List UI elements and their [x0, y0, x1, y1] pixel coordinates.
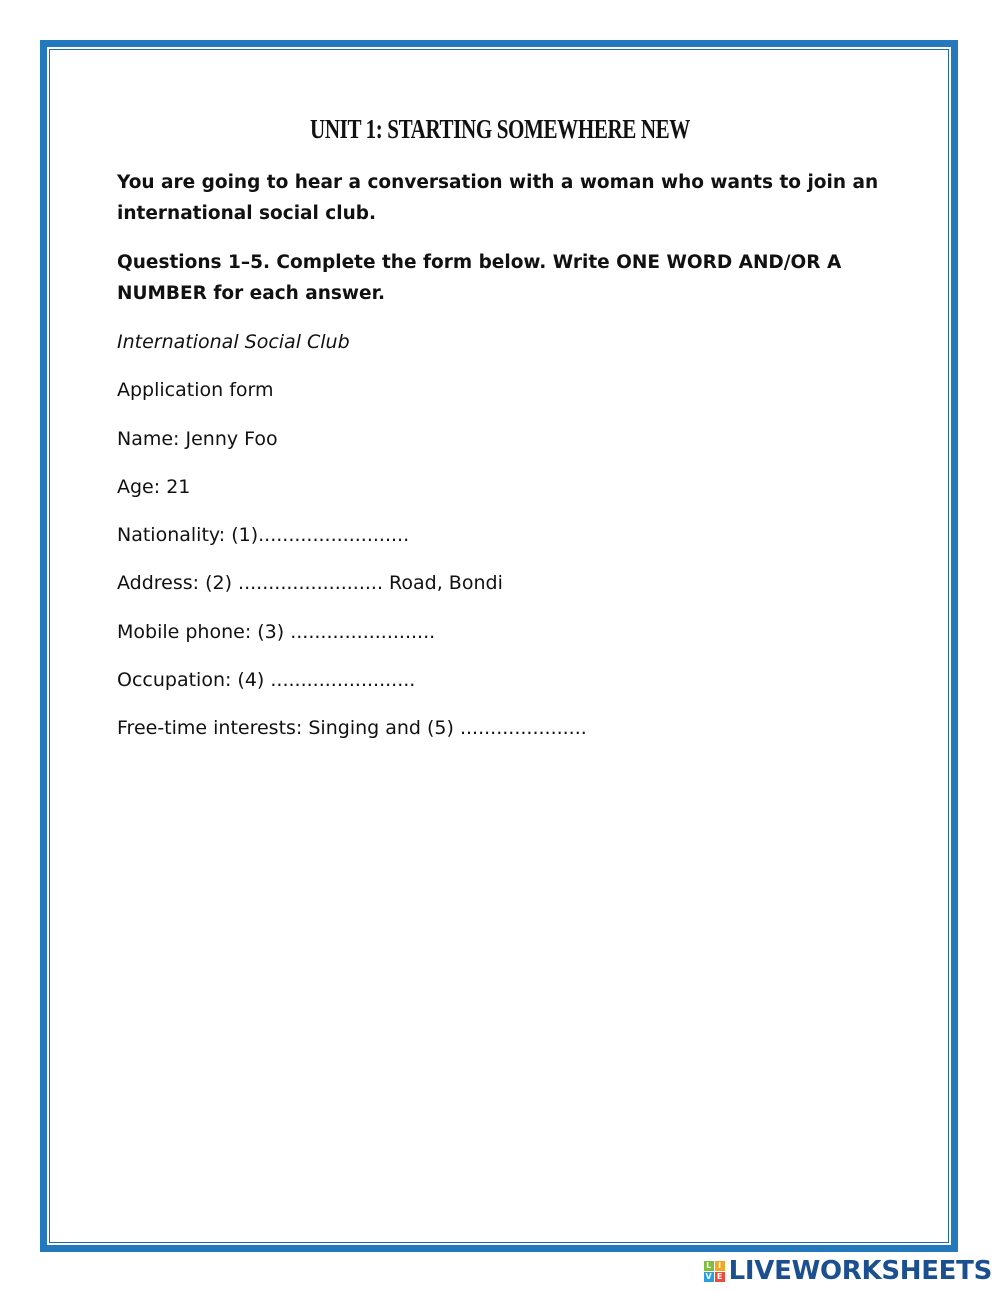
name-field: Name: Jenny Foo	[117, 428, 278, 450]
logo-mark-e: E	[715, 1272, 725, 1282]
nationality-blank[interactable]: Nationality: (1).........................	[117, 524, 410, 546]
free-time-interests-blank[interactable]: Free-time interests: Singing and (5) .....................	[117, 717, 587, 739]
questions-instruction-line-1: Questions 1–5. Complete the form below. Write ONE WORD AND/OR A	[117, 252, 842, 273]
logo-text: LIVEWORKSHEETS	[728, 1256, 992, 1286]
intro-line-1: You are going to hear a conversation with a woman who wants to join an	[117, 172, 879, 193]
logo-mark-l: L	[704, 1261, 714, 1271]
page-title: UNIT 1: STARTING SOMEWHERE NEW	[310, 114, 690, 144]
mobile-phone-blank[interactable]: Mobile phone: (3) ........................	[117, 621, 436, 643]
intro-line-2: international social club.	[117, 203, 377, 224]
age-field: Age: 21	[117, 476, 191, 498]
liveworksheets-logo-icon	[704, 1261, 725, 1282]
logo-mark-v: V	[705, 1271, 712, 1281]
club-name: International Social Club	[117, 331, 350, 353]
form-title: Application form	[117, 379, 274, 401]
logo-mark-i: I	[715, 1261, 725, 1271]
occupation-blank[interactable]: Occupation: (4) ........................	[117, 669, 416, 691]
questions-instruction-line-2: NUMBER for each answer.	[117, 283, 386, 304]
liveworksheets-logo	[704, 1254, 992, 1288]
address-blank[interactable]: Address: (2) ........................ Road, Bondi	[117, 572, 503, 594]
